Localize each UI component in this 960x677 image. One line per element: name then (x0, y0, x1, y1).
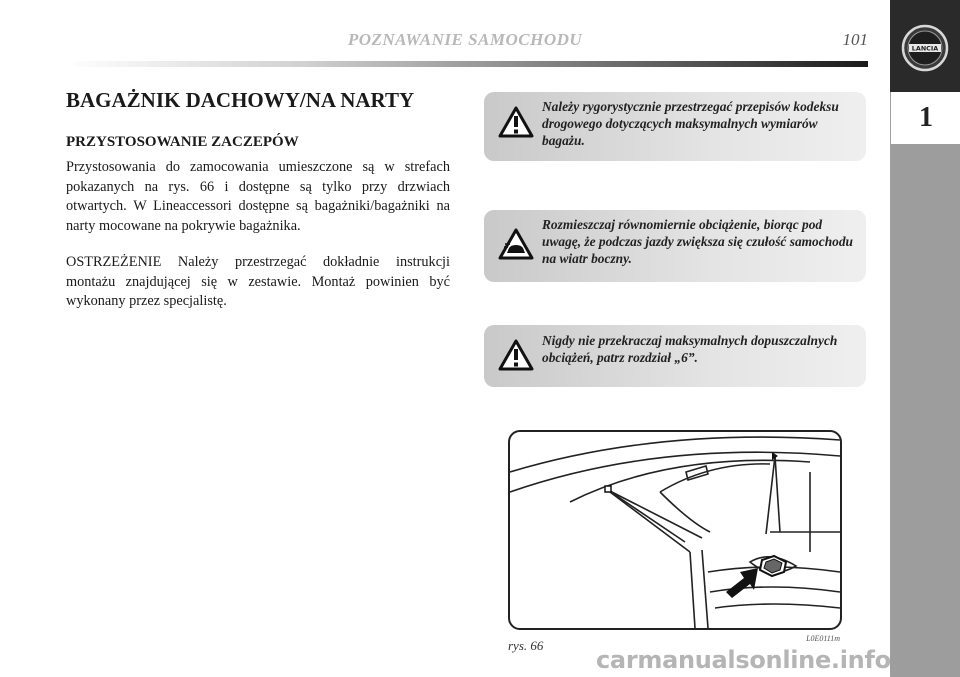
car-wind-warning-icon (498, 228, 534, 260)
warning-box-1 (484, 92, 866, 161)
warning-box-3 (484, 325, 866, 387)
warning-text-3: Nigdy nie przekraczaj maksymalnych dopuszczalnych obciążeń, patrz rozdział „6”. (542, 333, 838, 365)
warning-text-1: Należy rygorystycznie przestrzegać przepisów kodeksu drogowego dotyczących maksymalnych wymiarów bagażu. (542, 99, 839, 148)
header-rule (66, 61, 868, 67)
paragraph-warning: OSTRZEŻENIE Należy przestrzegać dokładnie instrukcji montażu znajdującej się w zestawie. Montaż powinien być wykonany przez specjalistę. (66, 254, 450, 309)
watermark: carmanualsonline.info (596, 646, 891, 674)
lancia-logo-icon (901, 24, 949, 72)
roof-attachment-diagram (510, 432, 840, 628)
warning-box-2 (484, 210, 866, 282)
warning-text-2: Rozmieszczaj równomiernie obciążenie, biorąc pod uwagę, że podczas jazdy zwiększa się czułość samochodu na wiatr boczny. (542, 217, 853, 266)
paragraph-attachments: Przystosowania do zamocowania umieszczone są w strefach pokazanych na rys. 66 i dostępne są tylko przy drzwiach otwartych. W Lineaccessori dostępne są bagażniki/bagażniki na narty mocowane na pokrywie bagażnika. (66, 159, 450, 234)
arrow-pointer-icon (726, 568, 758, 598)
figure-illustration (508, 430, 842, 630)
subsection-title: PRZYSTOSOWANIE ZACZEPÓW (66, 134, 299, 150)
chapter-number: 1 (890, 92, 960, 144)
figure-code: L0E0111m (806, 634, 840, 643)
page-number: 101 (842, 30, 868, 49)
figure-caption: rys. 66 (508, 638, 544, 653)
warning-triangle-icon (498, 106, 534, 138)
header-title: POZNAWANIE SAMOCHODU (347, 30, 583, 49)
logo-box (890, 0, 960, 92)
warning-triangle-icon (498, 339, 534, 371)
logo-text: LANCIA (911, 44, 939, 53)
section-title: BAGAŻNIK DACHOWY/NA NARTY (66, 88, 415, 112)
